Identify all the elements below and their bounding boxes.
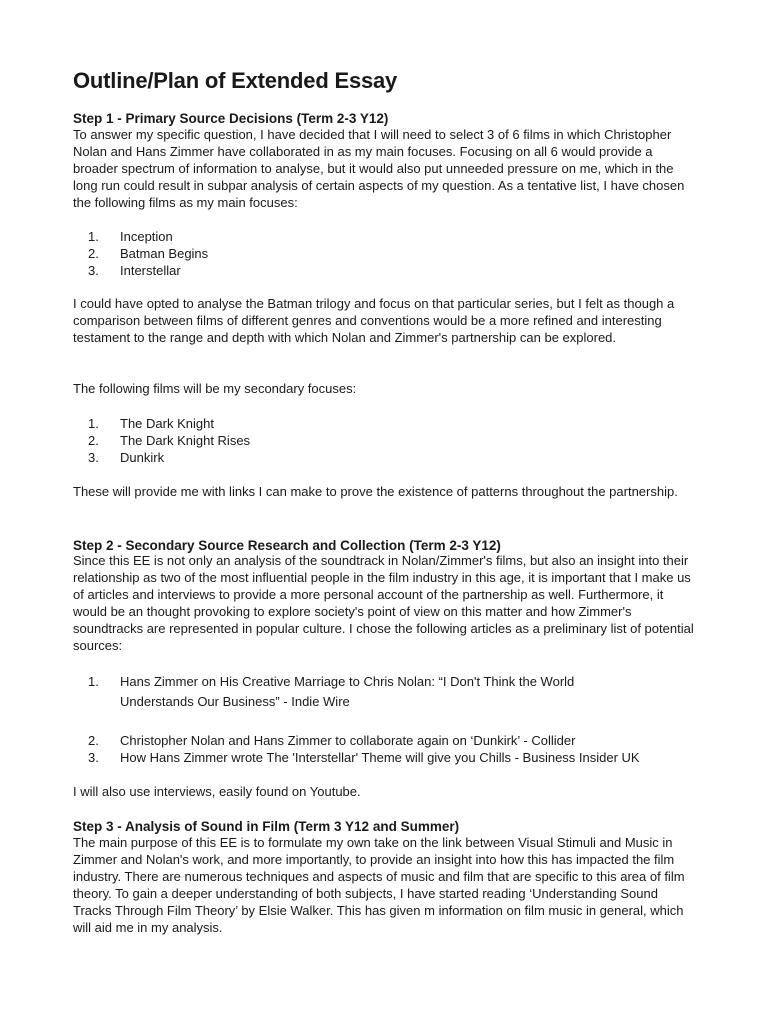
step2-heading: Step 2 - Secondary Source Research and Collection (Term 2-3 Y12) [73, 538, 501, 553]
step2-closing: I will also use interviews, easily found on Youtube. [73, 784, 361, 799]
step3-heading: Step 3 - Analysis of Sound in Film (Term 3 Y12 and Summer) [73, 819, 460, 834]
main-films-list [73, 229, 713, 280]
step1-intro: To answer my specific question, I have decided that I will need to select 3 of 6 films in which Christopher Nolan and Hans Zimmer have collaborated in as my main focuses. Focusing on all 6 would provide a broader spectrum of information to analyse, but it would also put unneeded pressure on me, which in the long run could result in subpar analysis of certain aspects of my question. As a tentative list, I have chosen the following films as my main focuses: [73, 127, 685, 210]
list-item: 1. The Dark Knight [88, 416, 214, 431]
secondary-films-list [73, 416, 713, 467]
articles-list [73, 672, 703, 712]
step2-intro: Since this EE is not only an analysis of the soundtrack in Nolan/Zimmer's films, but also an insight into their relationship as two of the most influential people in the film industry in this age, it is important that I make us of articles and interviews to provide a more personal account of the partnership as well. Furthermore, it would be an thought provoking to explore society's point of view on this matter and how Zimmer's soundtracks are represented in popular culture. I chose the following articles as a preliminary list of potential sources: [73, 553, 694, 653]
step1-secondary-intro: The following films will be my secondary focuses: [73, 381, 357, 396]
list-item: 2. The Dark Knight Rises [88, 432, 251, 448]
list-item: 1. Hans Zimmer on His Creative Marriage to Chris Nolan: “I Don't Think the World Understands Our Business” - Indie Wire [88, 674, 575, 709]
list-item: 1. Inception [88, 229, 173, 244]
list-item: 3. How Hans Zimmer wrote The 'Interstellar' Theme will give you Chills - Business Insider UK [88, 749, 640, 765]
step1-heading: Step 1 - Primary Source Decisions (Term 2-3 Y12) [73, 111, 389, 126]
articles-list-continued [73, 733, 713, 767]
list-item: 2. Christopher Nolan and Hans Zimmer to collaborate again on ‘Dunkirk’ - Collider [88, 733, 576, 748]
step1-reasoning: I could have opted to analyse the Batman trilogy and focus on that particular series, but I felt as though a comparison between films of different genres and conventions would be a more refined and interesting testament to the range and depth with which Nolan and Zimmer's partnership can be explored. [73, 296, 675, 345]
list-item: 3. Dunkirk [88, 449, 165, 465]
step3-body: The main purpose of this EE is to formulate my own take on the link between Visual Stimuli and Music in Zimmer and Nolan's work, and more importantly, to provide an insight into how this has impacted the film industry. There are numerous techniques and aspects of music and film that are specific to this area of film theory. To gain a deeper understanding of both subjects, I have started reading ‘Understanding Sound Tracks Through Film Theory’ by Elsie Walker. This has given m information on film music in general, which will aid me in my analysis. [73, 835, 685, 935]
step1-closing: These will provide me with links I can make to prove the existence of patterns throughout the partnership. [73, 484, 678, 499]
page-title: Outline/Plan of Extended Essay [73, 68, 398, 93]
list-item: 3. Interstellar [88, 262, 181, 278]
list-item: 2. Batman Begins [88, 245, 209, 261]
